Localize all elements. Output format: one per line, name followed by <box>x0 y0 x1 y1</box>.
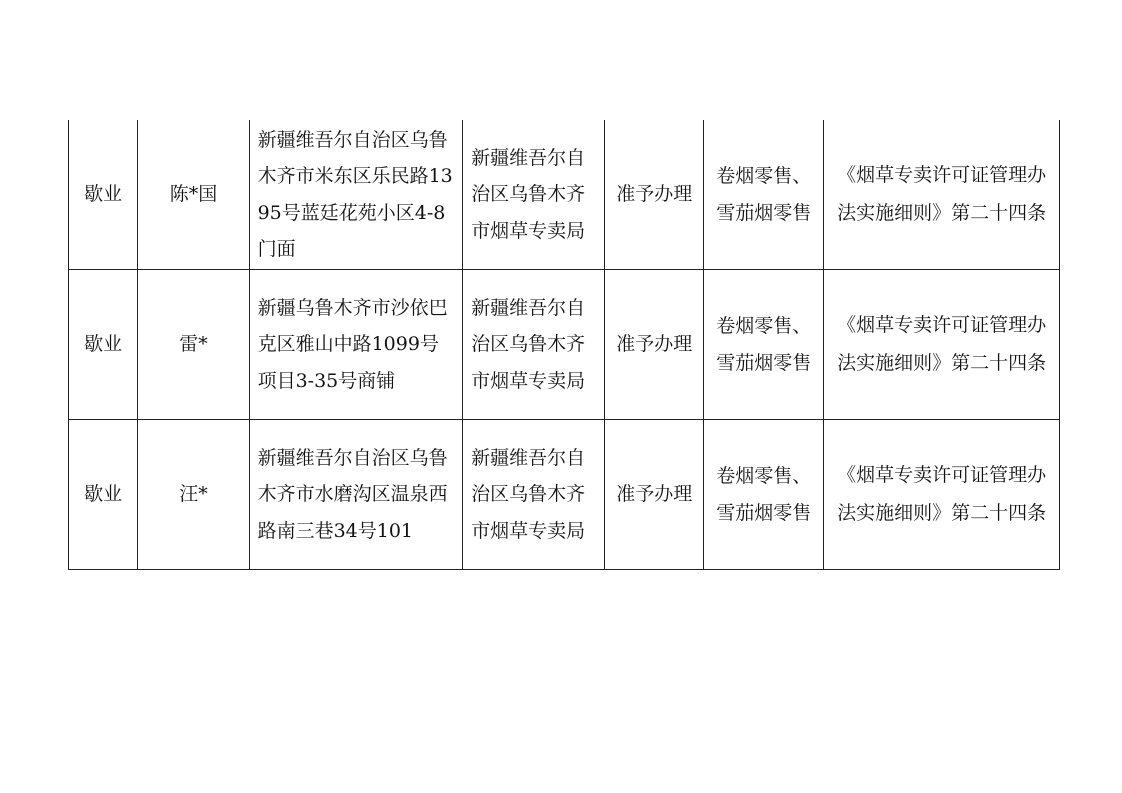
cell-name: 雷* <box>138 270 249 420</box>
cell-scope: 卷烟零售、雪茄烟零售 <box>704 120 824 270</box>
cell-name: 陈*国 <box>138 120 249 270</box>
cell-authority: 新疆维吾尔自治区乌鲁木齐市烟草专卖局 <box>463 120 605 270</box>
cell-address: 新疆维吾尔自治区乌鲁木齐市米东区乐民路1395号蓝廷花苑小区4-8门面 <box>249 120 463 270</box>
cell-authority: 新疆维吾尔自治区乌鲁木齐市烟草专卖局 <box>463 270 605 420</box>
cell-decision: 准予办理 <box>605 270 704 420</box>
cell-decision: 准予办理 <box>605 420 704 570</box>
cell-basis: 《烟草专卖许可证管理办法实施细则》第二十四条 <box>824 120 1060 270</box>
cell-basis: 《烟草专卖许可证管理办法实施细则》第二十四条 <box>824 270 1060 420</box>
table-row <box>69 120 1060 270</box>
cell-scope: 卷烟零售、雪茄烟零售 <box>704 270 824 420</box>
cell-type: 歇业 <box>69 270 138 420</box>
cell-address: 新疆乌鲁木齐市沙依巴克区雅山中路1099号项目3-35号商铺 <box>249 270 463 420</box>
cell-type: 歇业 <box>69 420 138 570</box>
cell-address: 新疆维吾尔自治区乌鲁木齐市水磨沟区温泉西路南三巷34号101 <box>249 420 463 570</box>
cell-authority: 新疆维吾尔自治区乌鲁木齐市烟草专卖局 <box>463 420 605 570</box>
cell-basis: 《烟草专卖许可证管理办法实施细则》第二十四条 <box>824 420 1060 570</box>
table-row <box>69 270 1060 420</box>
cell-type: 歇业 <box>69 120 138 270</box>
license-table <box>68 120 1060 570</box>
table-row <box>69 420 1060 570</box>
cell-scope: 卷烟零售、雪茄烟零售 <box>704 420 824 570</box>
cell-decision: 准予办理 <box>605 120 704 270</box>
cell-name: 汪* <box>138 420 249 570</box>
